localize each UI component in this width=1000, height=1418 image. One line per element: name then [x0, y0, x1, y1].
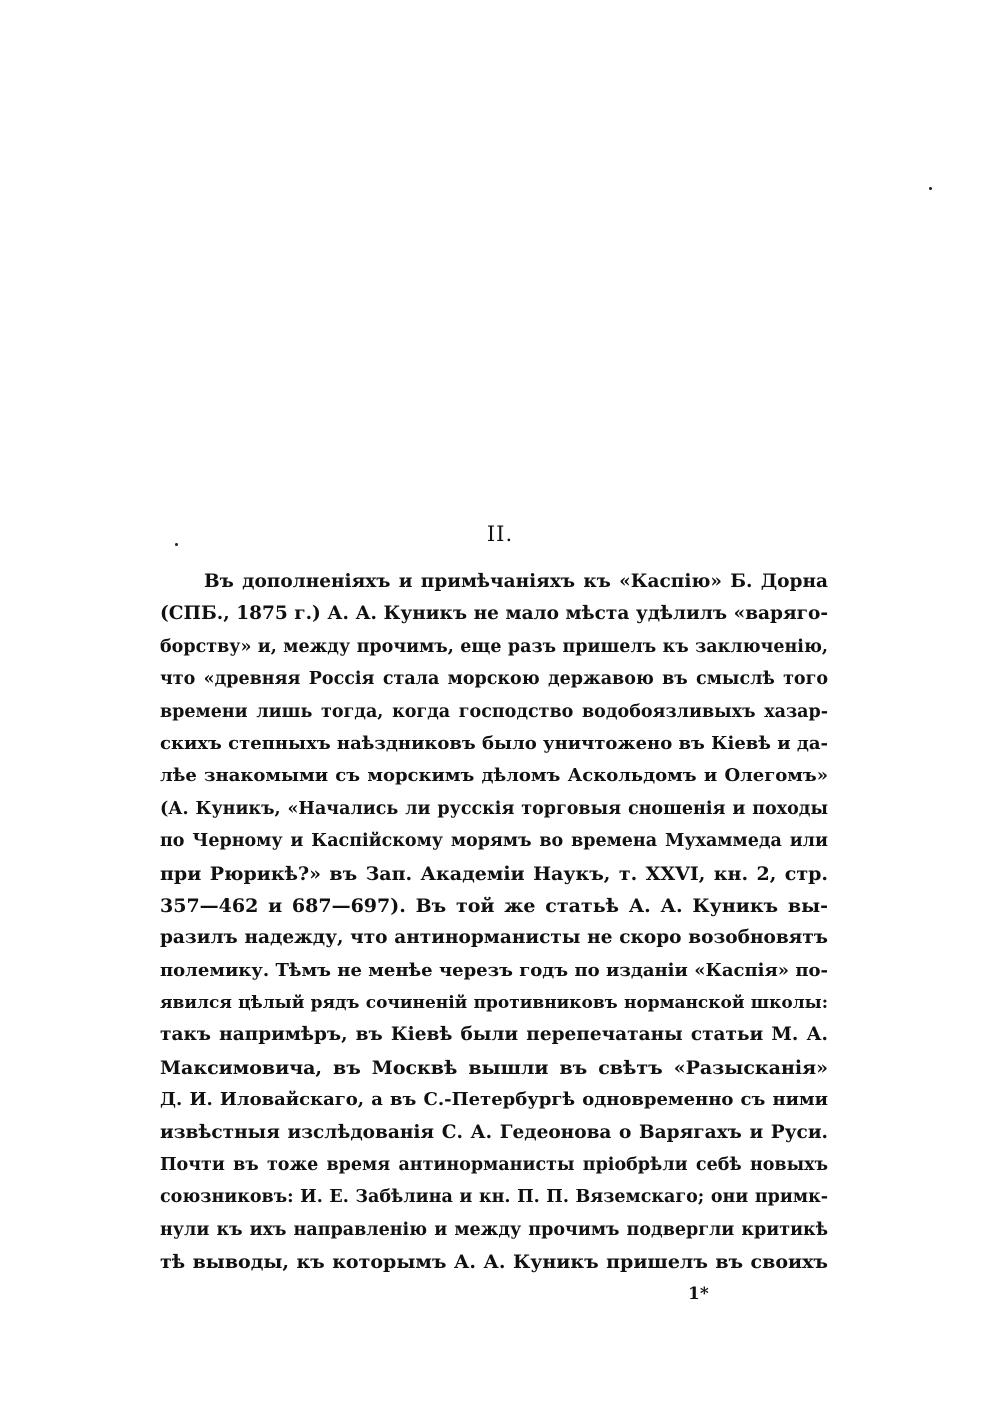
scan-speck [929, 187, 932, 190]
text-line: нули къ ихъ направленію и между прочимъ подвергли критикѣ [160, 1219, 828, 1240]
text-line: Въ дополненіяхъ и примѣчаніяхъ къ «Каспію» Б. Дорна [204, 571, 828, 592]
text-line: явился цѣлый рядъ сочиненій противниковъ норманской школы: [160, 993, 828, 1014]
text-line: тѣ выводы, къ которымъ А. А. Куникъ пришелъ въ своихъ [160, 1251, 828, 1274]
text-line: Д. И. Иловайскаго, а въ С.-Петербургѣ одновременно съ ними [160, 1089, 828, 1111]
text-line: Почти въ тоже время антинорманисты пріобрѣли себѣ новыхъ [160, 1155, 828, 1176]
text-line: такъ напримѣръ, въ Кіевѣ были перепечатаны статьи М. А. [160, 1024, 828, 1046]
text-line: 357—462 и 687—697). Въ той же статьѣ А. А. Куникъ вы- [160, 894, 828, 917]
text-line: времени лишь тогда, когда господство водобоязливыхъ хазар- [160, 701, 828, 722]
text-line: при Рюрикѣ?» въ Зап. Академіи Наукъ, т. XXVI, кн. 2, стр. [160, 862, 828, 885]
body-paragraph [160, 566, 828, 1279]
text-line: что «древняя Россія стала морскою державою въ смыслѣ того [160, 669, 828, 690]
printer-signature-mark: 1* [688, 1284, 709, 1304]
text-line: Максимовича, въ Москвѣ вышли въ свѣтъ «Разысканія» [160, 1056, 828, 1079]
text-line: извѣстныя изслѣдованія С. А. Гедеонова о Варягахъ и Руси. [160, 1121, 828, 1143]
text-line: (СПБ., 1875 г.) А. А. Куникъ не мало мѣста удѣлилъ «варяго- [160, 603, 828, 625]
text-line: союзниковъ: И. Е. Забѣлина и кн. П. П. Вяземскаго; они примк- [160, 1187, 828, 1208]
text-line: борству» и, между прочимъ, еще разъ пришелъ къ заключенію, [160, 636, 828, 657]
text-line: скихъ степныхъ наѣздниковъ было уничтожено въ Кіевѣ и да- [160, 732, 828, 754]
text-line: полемику. Тѣмъ не менѣе черезъ годъ по изданіи «Каспія» по- [160, 959, 828, 981]
section-heading: II. [486, 522, 514, 546]
text-line: разилъ надежду, что антинорманисты не скоро возобновятъ [160, 927, 828, 949]
text-line: лѣе знакомыми съ морскимъ дѣломъ Аскольдомъ и Олегомъ» [160, 765, 828, 787]
text-line: по Черному и Каспійскому морямъ во времена Мухаммеда или [160, 831, 828, 852]
text-line: (А. Куникъ, «Начались ли русскія торговыя сношенія и походы [160, 798, 828, 819]
